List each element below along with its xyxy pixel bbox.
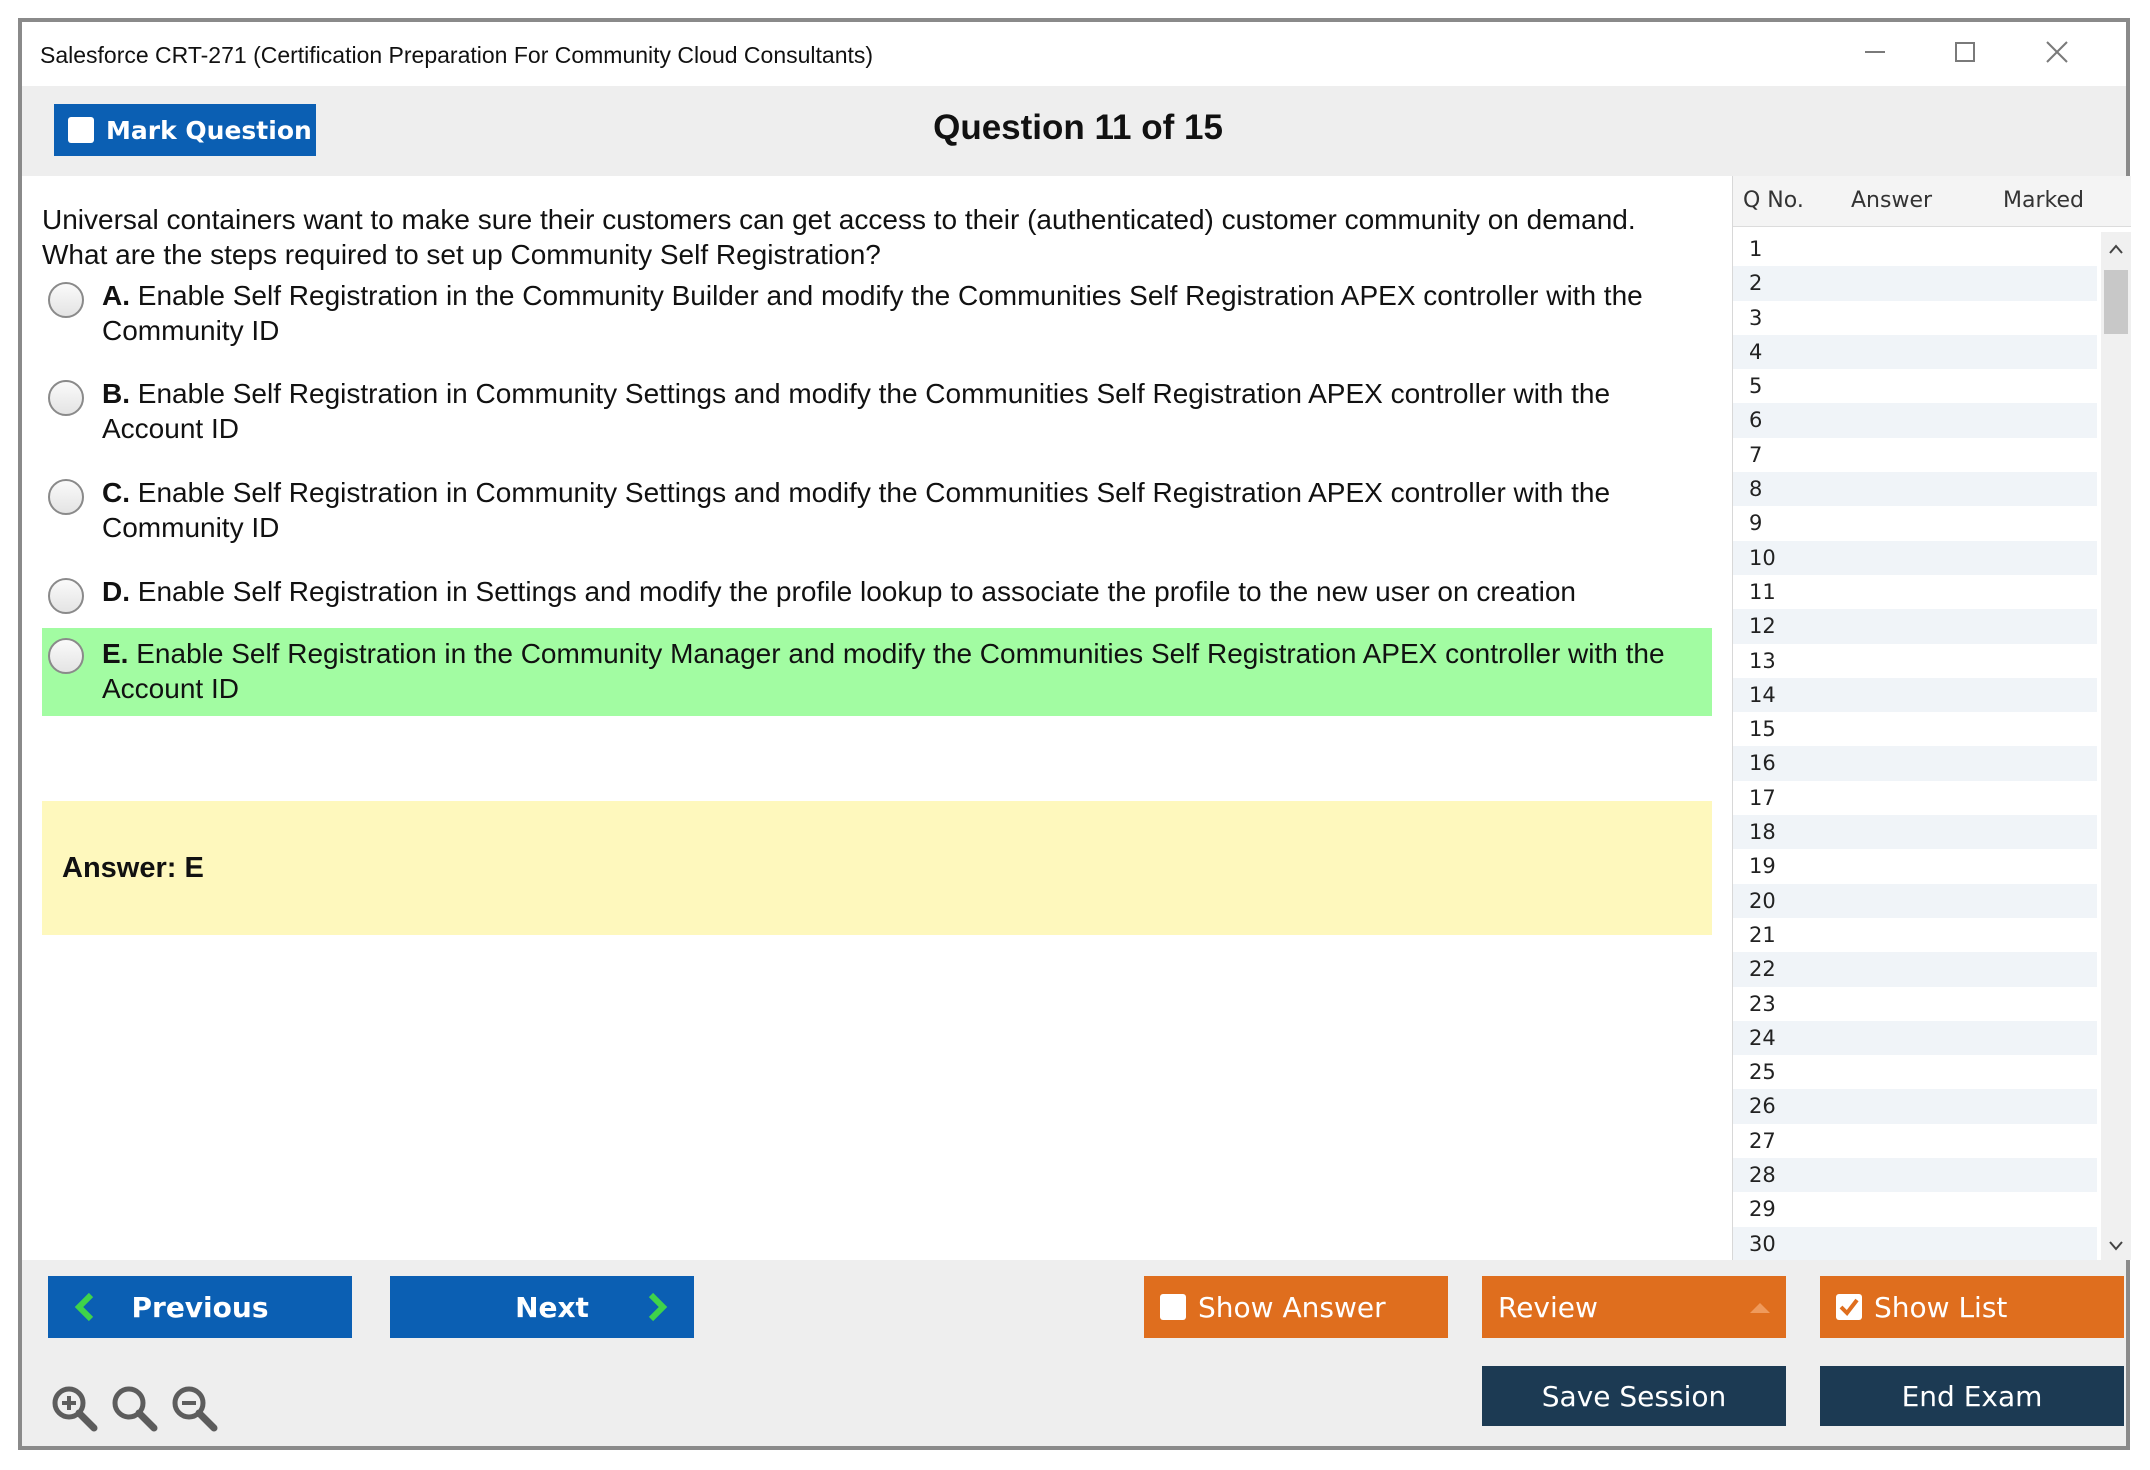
question-number: 8: [1749, 477, 1763, 502]
question-number: 26: [1749, 1094, 1776, 1119]
show-list-label: Show List: [1874, 1290, 2008, 1324]
end-exam-button[interactable]: [1820, 1366, 2124, 1426]
previous-label: Previous: [131, 1290, 269, 1324]
question-list-row[interactable]: [1733, 987, 2097, 1021]
question-counter: Question 11 of 15: [933, 108, 1223, 147]
question-number: 28: [1749, 1163, 1776, 1188]
question-list-row[interactable]: [1733, 609, 2097, 643]
app-window: [18, 18, 2130, 1450]
save-session-button[interactable]: [1482, 1366, 1786, 1426]
question-list-row[interactable]: [1733, 952, 2097, 986]
option-text: Enable Self Registration in Community Settings and modify the Communities Self Registration APEX controller with the Account ID: [102, 378, 1611, 444]
minimize-icon: [1864, 41, 1886, 63]
question-list-panel: [1732, 176, 2131, 1260]
maximize-icon: [1954, 41, 1976, 63]
question-list-row[interactable]: [1733, 1021, 2097, 1055]
zoom-out-icon[interactable]: [170, 1384, 218, 1432]
radio-b[interactable]: [48, 380, 84, 416]
question-list-row[interactable]: [1733, 1192, 2097, 1226]
question-list-row[interactable]: [1733, 506, 2097, 540]
question-list-row[interactable]: [1733, 301, 2097, 335]
question-number: 23: [1749, 991, 1776, 1016]
question-list-row[interactable]: [1733, 781, 2097, 815]
minimize-button[interactable]: [1840, 30, 1910, 74]
option-text: Enable Self Registration in Settings and modify the profile lookup to associate the profile to the new user on creation: [137, 576, 1576, 607]
col-marked: Marked: [2003, 188, 2084, 213]
next-button[interactable]: [390, 1276, 694, 1338]
answer-text: Answer: E: [62, 852, 204, 884]
window-title: Salesforce CRT-271 (Certification Preparation For Community Cloud Consultants): [40, 42, 874, 68]
mark-question-label: Mark Question: [106, 115, 312, 145]
next-label: Next: [515, 1290, 589, 1324]
end-exam-label: End Exam: [1901, 1379, 2043, 1413]
zoom-in-icon[interactable]: [50, 1384, 98, 1432]
option-letter: D.: [102, 576, 130, 607]
col-qno: Q No.: [1743, 188, 1804, 213]
question-list-row[interactable]: [1733, 1158, 2097, 1192]
option-a[interactable]: [42, 278, 1712, 352]
question-list-row[interactable]: [1733, 712, 2097, 746]
scroll-up-icon[interactable]: [2101, 236, 2131, 262]
question-number: 3: [1749, 305, 1763, 330]
question-number: 14: [1749, 682, 1776, 707]
question-number: 9: [1749, 511, 1763, 536]
radio-d[interactable]: [48, 578, 84, 614]
question-number: 25: [1749, 1060, 1776, 1085]
footer-toolbar: [22, 1260, 2126, 1446]
chevron-right-icon: [646, 1292, 668, 1322]
question-number: 19: [1749, 854, 1776, 879]
radio-a[interactable]: [48, 282, 84, 318]
question-list-row[interactable]: [1733, 849, 2097, 883]
question-list-row[interactable]: [1733, 369, 2097, 403]
question-number: 22: [1749, 957, 1776, 982]
question-number: 1: [1749, 237, 1763, 261]
question-text: Universal containers want to make sure their customers can get access to their (authenticated) customer community on demand. What are the steps required to set up Community Self Registration?: [42, 204, 1636, 270]
question-number: 27: [1749, 1128, 1776, 1153]
option-text: Enable Self Registration in the Community Builder and modify the Communities Self Registration APEX controller with the Community ID: [102, 280, 1643, 346]
question-list-row[interactable]: [1733, 266, 2097, 300]
question-number: 20: [1749, 888, 1776, 913]
question-number: 18: [1749, 820, 1776, 845]
question-list-row[interactable]: [1733, 472, 2097, 506]
question-list-row[interactable]: [1733, 1055, 2097, 1089]
question-list-row[interactable]: [1733, 1124, 2097, 1158]
question-number: 4: [1749, 339, 1763, 364]
close-button[interactable]: [2022, 30, 2092, 74]
question-number: 5: [1749, 374, 1763, 399]
show-list-button[interactable]: [1820, 1276, 2124, 1338]
option-b[interactable]: [42, 376, 1712, 450]
scroll-down-icon[interactable]: [2101, 1232, 2131, 1258]
question-list-row[interactable]: [1733, 541, 2097, 575]
zoom-reset-icon[interactable]: [110, 1384, 158, 1432]
question-number: 24: [1749, 1025, 1776, 1050]
question-list-row[interactable]: [1733, 1227, 2097, 1261]
checkbox-icon: [1160, 1294, 1186, 1320]
radio-c[interactable]: [48, 479, 84, 515]
question-number: 21: [1749, 922, 1776, 947]
radio-e[interactable]: [48, 638, 84, 674]
option-text: Enable Self Registration in the Community Manager and modify the Communities Self Registration APEX controller with the Account ID: [102, 638, 1665, 704]
question-list-row[interactable]: [1733, 678, 2097, 712]
question-number: 30: [1749, 1231, 1776, 1256]
question-list-row[interactable]: [1733, 746, 2097, 780]
question-number: 15: [1749, 717, 1776, 742]
option-letter: E.: [102, 638, 129, 669]
question-list-row[interactable]: [1733, 335, 2097, 369]
question-number: 7: [1749, 442, 1763, 467]
question-list-row[interactable]: [1733, 884, 2097, 918]
checkbox-icon: [1836, 1294, 1862, 1320]
question-number: 12: [1749, 614, 1776, 639]
question-list-row[interactable]: [1733, 644, 2097, 678]
option-text: Enable Self Registration in Community Settings and modify the Communities Self Registration APEX controller with the Community ID: [102, 477, 1611, 543]
question-list-row[interactable]: [1733, 1089, 2097, 1123]
question-number: 11: [1749, 579, 1776, 604]
option-c[interactable]: [42, 475, 1712, 549]
question-list-row[interactable]: [1733, 918, 2097, 952]
option-letter: B.: [102, 378, 130, 409]
question-list: [1733, 232, 2097, 1261]
question-number: 16: [1749, 751, 1776, 776]
option-e[interactable]: [42, 628, 1712, 716]
previous-button[interactable]: [48, 1276, 352, 1338]
chevron-up-icon: [1750, 1301, 1770, 1313]
question-list-row[interactable]: [1733, 438, 2097, 472]
question-header: [22, 86, 2126, 176]
maximize-button[interactable]: [1930, 30, 2000, 74]
scroll-thumb[interactable]: [2104, 270, 2128, 334]
option-letter: C.: [102, 477, 130, 508]
review-label: Review: [1498, 1290, 1598, 1324]
question-number: 10: [1749, 545, 1776, 570]
question-list-row[interactable]: [1733, 815, 2097, 849]
question-panel: [22, 176, 1732, 1260]
show-answer-button[interactable]: [1144, 1276, 1448, 1338]
question-number: 13: [1749, 648, 1776, 673]
chevron-left-icon: [74, 1292, 96, 1322]
answer-box: [42, 801, 1712, 935]
question-list-row[interactable]: [1733, 403, 2097, 437]
question-number: 17: [1749, 785, 1776, 810]
question-number: 6: [1749, 408, 1763, 433]
option-letter: A.: [102, 280, 130, 311]
save-session-label: Save Session: [1541, 1379, 1727, 1413]
show-answer-label: Show Answer: [1198, 1290, 1386, 1324]
scrollbar[interactable]: [2101, 232, 2131, 1260]
col-answer: Answer: [1851, 188, 1933, 213]
question-number: 2: [1749, 271, 1763, 296]
question-list-header: [1733, 176, 2131, 227]
close-icon: [2045, 40, 2069, 64]
option-d[interactable]: [42, 574, 1712, 614]
question-number: 29: [1749, 1197, 1776, 1222]
review-button[interactable]: [1482, 1276, 1786, 1338]
question-list-row[interactable]: [1733, 232, 2097, 266]
title-bar: [22, 22, 2126, 86]
question-list-row[interactable]: [1733, 575, 2097, 609]
